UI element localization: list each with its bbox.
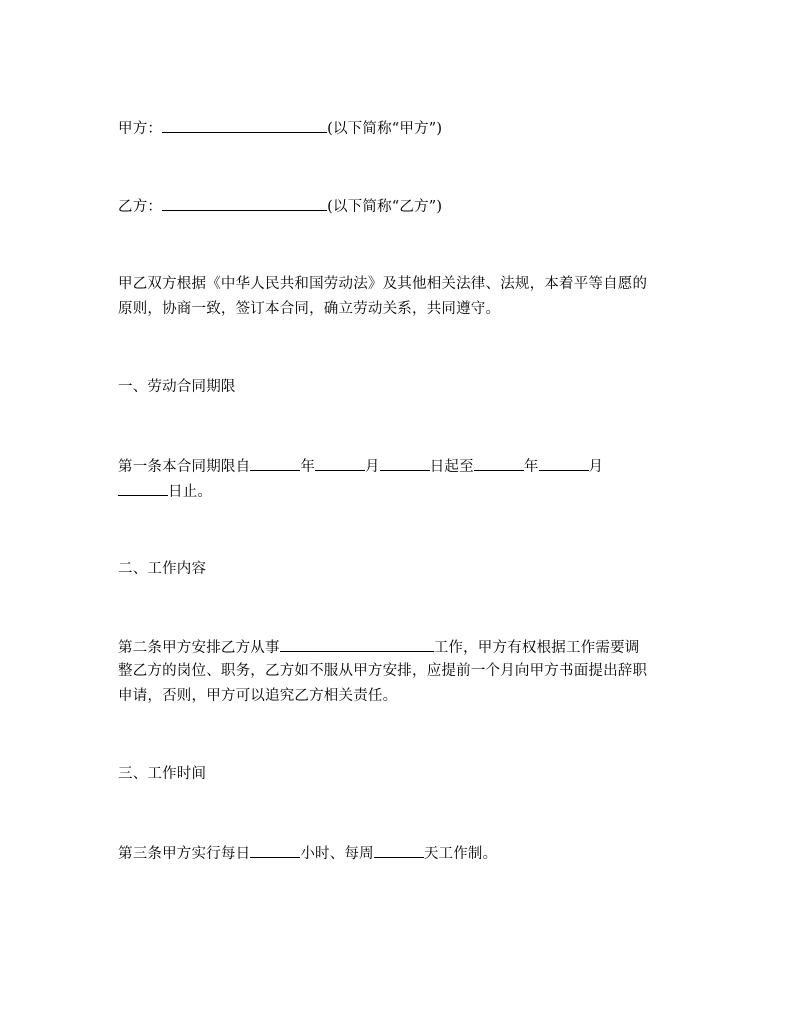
article3-prefix: 第三条甲方实行每日 [118, 846, 251, 862]
article1-day1: 日起至 [429, 459, 474, 475]
article2-line-3: 申请，否则，甲方可以追究乙方相关责任。 [118, 688, 398, 704]
party-b-label: 乙方： [118, 199, 163, 215]
section1-heading: 一、劳动合同期限 [118, 379, 236, 395]
article2-line1-rest: 工作，甲方有权根据工作需要调 [433, 640, 640, 656]
end-month-blank [539, 456, 589, 471]
article2-line-1 [118, 637, 640, 658]
article2-line-2: 整乙方的岗位、职务，乙方如不服从甲方安排，应提前一个月向甲方书面提出辞职 [118, 663, 648, 679]
job-title-blank [280, 637, 434, 652]
article1-year2: 年 [523, 459, 539, 475]
article2-prefix: 第二条甲方安排乙方从事 [118, 640, 280, 656]
article1-year1: 年 [300, 459, 316, 475]
days-per-week-blank [374, 843, 424, 858]
party-a-label: 甲方： [118, 121, 163, 137]
party-a-suffix: (以下简称“甲方”) [327, 121, 443, 137]
start-month-blank [315, 456, 365, 471]
start-day-blank [380, 456, 430, 471]
party-a-name-blank [162, 118, 327, 133]
article1-month1: 月 [365, 459, 380, 475]
article1-line-1 [118, 456, 603, 477]
party-b-line [118, 196, 442, 217]
preamble-line-1: 甲乙双方根据《中华人民共和国劳动法》及其他相关法律、法规，本着平等自愿的 [118, 276, 648, 292]
party-b-suffix: (以下简称“乙方”) [327, 199, 443, 215]
preamble-line-2: 原则，协商一致，签订本合同，确立劳动关系，共同遵守。 [118, 301, 501, 317]
party-b-name-blank [162, 196, 327, 211]
hours-per-day-blank [250, 843, 300, 858]
article1-line-2 [118, 481, 212, 502]
article3-middle: 小时、每周 [300, 846, 374, 862]
section2-heading: 二、工作内容 [118, 561, 207, 577]
start-year-blank [250, 456, 300, 471]
article1-end: 日止。 [168, 484, 213, 500]
article3-line [118, 843, 497, 864]
article1-month2: 月 [588, 459, 604, 475]
party-a-line [118, 118, 442, 139]
section3-heading: 三、工作时间 [118, 766, 207, 782]
end-year-blank [474, 456, 524, 471]
article3-end: 天工作制。 [423, 846, 498, 862]
article1-prefix: 第一条本合同期限自 [118, 459, 251, 475]
end-day-blank [118, 481, 168, 496]
